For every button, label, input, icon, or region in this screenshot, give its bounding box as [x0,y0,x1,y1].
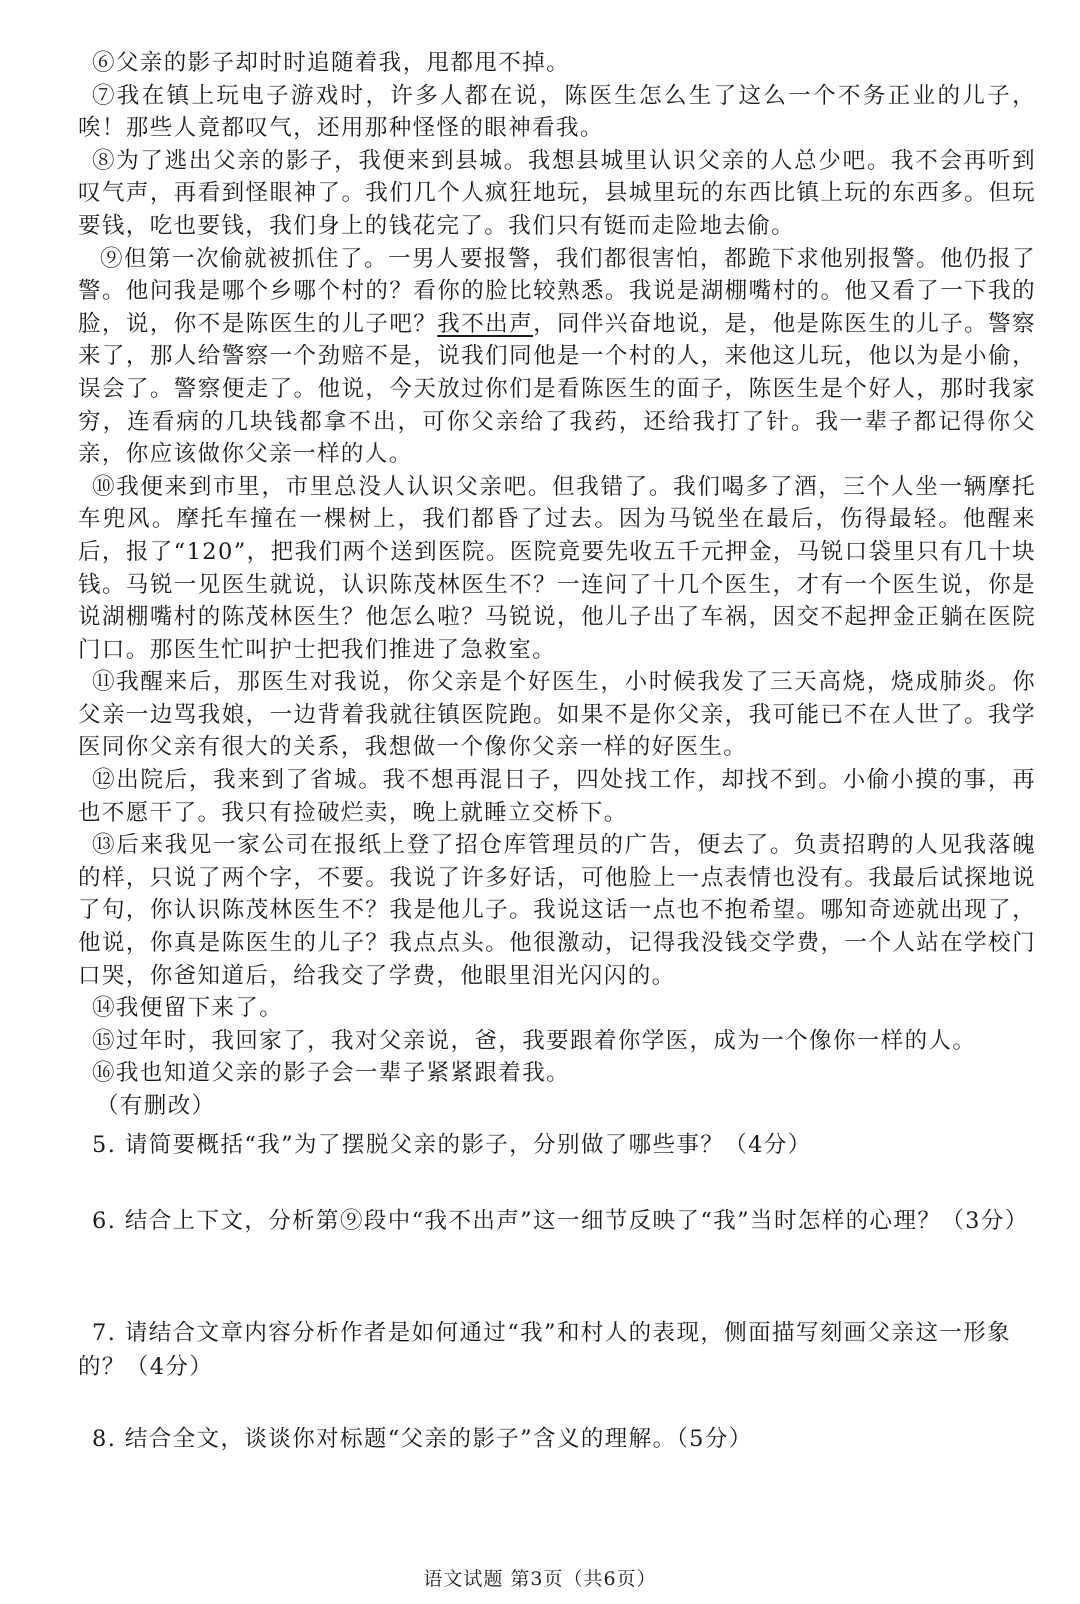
question-text: 请结合文章内容分析作者是如何通过“我”和村人的表现，侧面描写刻画父亲这一形象的？（4分） [78,1320,1012,1380]
source-note: （有删改） [96,1093,216,1119]
question-number: 6. [92,1208,117,1234]
paragraph-7: ⑦我在镇上玩电子游戏时，许多人都在说，陈医生怎么生了这么一个不务正业的儿子，唉！那些人竟都叹气，还用那种怪怪的眼神看我。 [78,82,1036,142]
question-number: 8. [92,1426,117,1452]
paragraph-15: ⑮过年时，我回家了，我对父亲说，爸，我要跟着你学医，成为一个像你一样的人。 [92,1027,977,1054]
page-footer: 语文试题 第3页（共6页） [423,1568,657,1590]
question-5 [78,1128,1036,1162]
paragraph-16: ⑯我也知道父亲的影子会一辈子紧紧跟着我。 [92,1060,571,1087]
question-6 [78,1204,1036,1238]
question-text: 结合全文，谈谈你对标题“父亲的影子”含义的理解。（5分） [124,1426,753,1452]
paragraph-14: ⑭我便留下来了。 [92,995,284,1022]
underlined-detail: 我不出声 [437,310,534,337]
paragraph-9-part-2: ，同伴兴奋地说，是，他是陈医生的儿子。警察来了，那人给警察一个劲赔不是，说我们同他是一个村的人，来他这儿玩，他以为是小偷，误会了。警察便走了。他说，今天放过你们是看陈医生的面子，陈医生是个好人，那时我家穷，连看病的几块钱都拿不出，可你父亲给了我药，还给我打了针。我一辈子都记得你父亲，你应该做你父亲一样的人。 [78,310,1036,468]
paragraph-6: ⑥父亲的影子却时时追随着我，甩都甩不掉。 [92,50,571,76]
paragraph-10: ⑩我便来到市里，市里总没人认识父亲吧。但我错了。我们喝多了酒，三个人坐一辆摩托车兜风。摩托车撞在一棵树上，我们都昏了过去。因为马锐坐在最后，伤得最轻。他醒来后，报了“120”，把我们两个送到医院。医院竟要先收五千元押金，马锐口袋里只有几十块钱。马锐一见医生就说，认识陈茂林医生不？一连问了十几个医生，才有一个医生说，你是说湖棚嘴村的陈茂林医生？他怎么啦？马锐说，他儿子出了车祸，因交不起押金正躺在医院门口。那医生忙叫护士把我们推进了急救室。 [78,473,1036,663]
paragraph-12: ⑫出院后，我来到了省城。我不想再混日子，四处找工作，却找不到。小偷小摸的事，再也不愿干了。我只有捡破烂卖，晚上就睡立交桥下。 [78,767,1036,826]
question-number: 5. [92,1132,117,1158]
question-7 [78,1316,1036,1384]
question-text: 请简要概括“我”为了摆脱父亲的影子，分别做了哪些事？（4分） [124,1132,812,1158]
paragraph-9-part-1: ⑨但第一次偷就被抓住了。一男人要报警，我们都很害怕，都跪下求他别报警。他仍报了警。他问我是哪个乡哪个村的？看你的脸比较熟悉。我说是湖棚嘴村的。他又看了一下我的脸，说，你不是陈医生的儿子吧？ [78,245,1036,337]
paragraph-9 [78,243,1036,471]
paragraph-11: ⑪我醒来后，那医生对我说，你父亲是个好医生，小时候我发了三天高烧，烧成肺炎。你父亲一边骂我娘，一边背着我就往镇医院跑。如果不是你父亲，我可能已不在人世了。我学医同你父亲有很大的关系，我想做一个像你父亲一样的好医生。 [78,669,1036,761]
passage [78,47,1036,1123]
paragraph-8: ⑧为了逃出父亲的影子，我便来到县城。我想县城里认识父亲的人总少吧。我不会再听到叹气声，再看到怪眼神了。我们几个人疯狂地玩，县城里玩的东西比镇上玩的东西多。但玩要钱，吃也要钱，我们身上的钱花完了。我们只有铤而走险地去偷。 [78,147,1036,239]
question-number: 7. [92,1320,117,1346]
paragraph-13: ⑬后来我见一家公司在报纸上登了招仓库管理员的广告，便去了。负责招聘的人见我落魄的样，只说了两个字，不要。我说了许多好话，可他脸上一点表情也没有。我最后试探地说了句，你认识陈茂林医生不？我是他儿子。我说这话一点也不抱希望。哪知奇迹就出现了，他说，你真是陈医生的儿子？我点点头。他很激动，记得我没钱交学费，一个人站在学校门口哭，你爸知道后，给我交了学费，他眼里泪光闪闪的。 [78,832,1036,989]
question-text: 结合上下文，分析第⑨段中“我不出声”这一细节反映了“我”当时怎样的心理？（3分） [124,1208,1029,1234]
question-8 [78,1422,1036,1456]
